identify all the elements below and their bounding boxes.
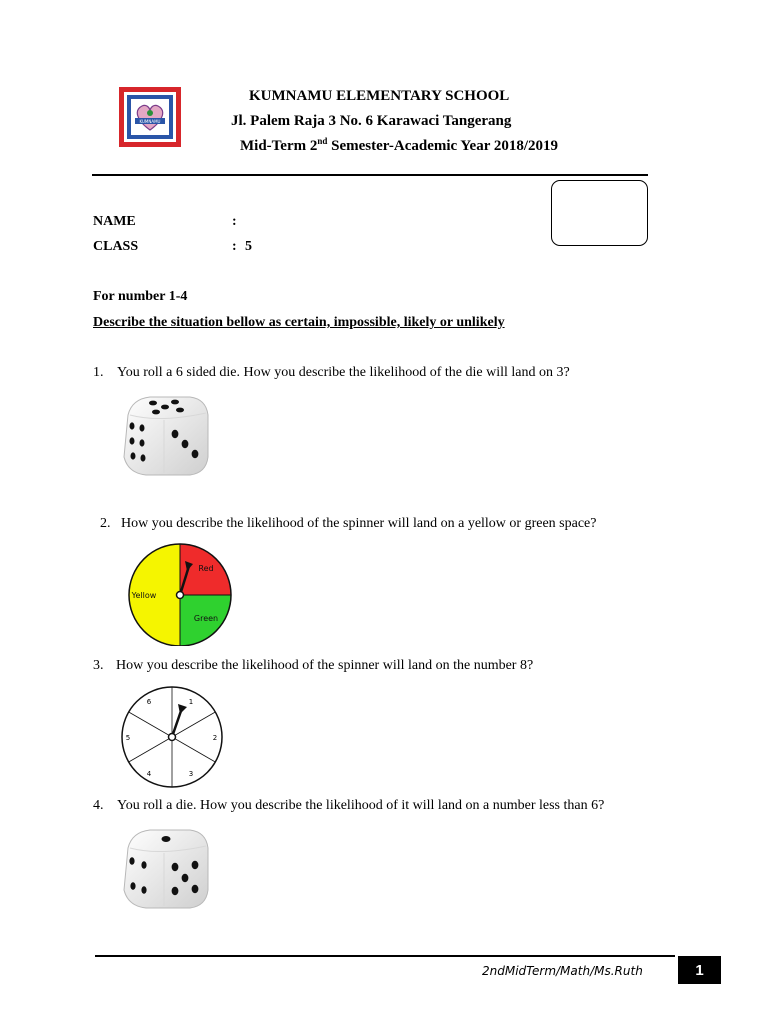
exam-title-suffix: Semester-Academic Year 2018/2019	[327, 138, 558, 154]
spinner-number-4: 4	[146, 770, 152, 778]
spinner-label-yellow: Yellow	[131, 591, 157, 600]
school-name: KUMNAMU ELEMENTARY SCHOOL	[249, 88, 510, 104]
instruction-direction: Describe the situation bellow as certain, impossible, likely or unlikely	[93, 315, 505, 330]
spinner-number-1: 1	[188, 698, 194, 706]
question-4-text: You roll a die. How you describe the likelihood of it will land on a number less than 6?	[117, 798, 605, 813]
header-rule	[92, 174, 648, 176]
color-spinner	[126, 542, 234, 646]
spinner-label-green: Green	[193, 614, 219, 623]
class-separator: :	[232, 239, 237, 254]
spinner-number-3: 3	[188, 770, 194, 778]
question-1-number: 1.	[93, 365, 104, 380]
svg-text:KUMNAMU: KUMNAMU	[139, 119, 161, 124]
spinner-number-5: 5	[125, 734, 131, 742]
footer-text: 2ndMidTerm/Math/Ms.Ruth	[482, 964, 643, 978]
exam-title-sup: nd	[317, 136, 328, 146]
school-logo	[118, 86, 182, 148]
class-label: CLASS	[93, 239, 139, 254]
instruction-range: For number 1-4	[93, 289, 188, 304]
question-3-number: 3.	[93, 658, 104, 673]
question-3-text: How you describe the likelihood of the spinner will land on the number 8?	[116, 658, 534, 673]
score-box[interactable]	[551, 180, 648, 246]
question-1-text: You roll a 6 sided die. How you describe the likelihood of the die will land on 3?	[117, 365, 570, 380]
question-2-number: 2.	[100, 516, 111, 531]
exam-title-prefix: Mid-Term 2	[240, 138, 318, 154]
name-separator: :	[232, 214, 237, 229]
number-spinner	[119, 686, 225, 788]
question-4-number: 4.	[93, 798, 104, 813]
page-number: 1	[678, 956, 721, 984]
spinner-number-6: 6	[146, 698, 152, 706]
die-image-q1	[120, 393, 210, 477]
name-label: NAME	[93, 214, 136, 229]
question-2-text: How you describe the likelihood of the spinner will land on a yellow or green space?	[121, 516, 597, 531]
school-address: Jl. Palem Raja 3 No. 6 Karawaci Tangerang	[231, 113, 512, 129]
footer-rule	[95, 955, 675, 957]
die-image-q4	[120, 826, 210, 910]
exam-title	[240, 138, 558, 155]
spinner-label-red: Red	[198, 564, 214, 573]
class-value: 5	[245, 239, 252, 254]
spinner-number-2: 2	[212, 734, 218, 742]
